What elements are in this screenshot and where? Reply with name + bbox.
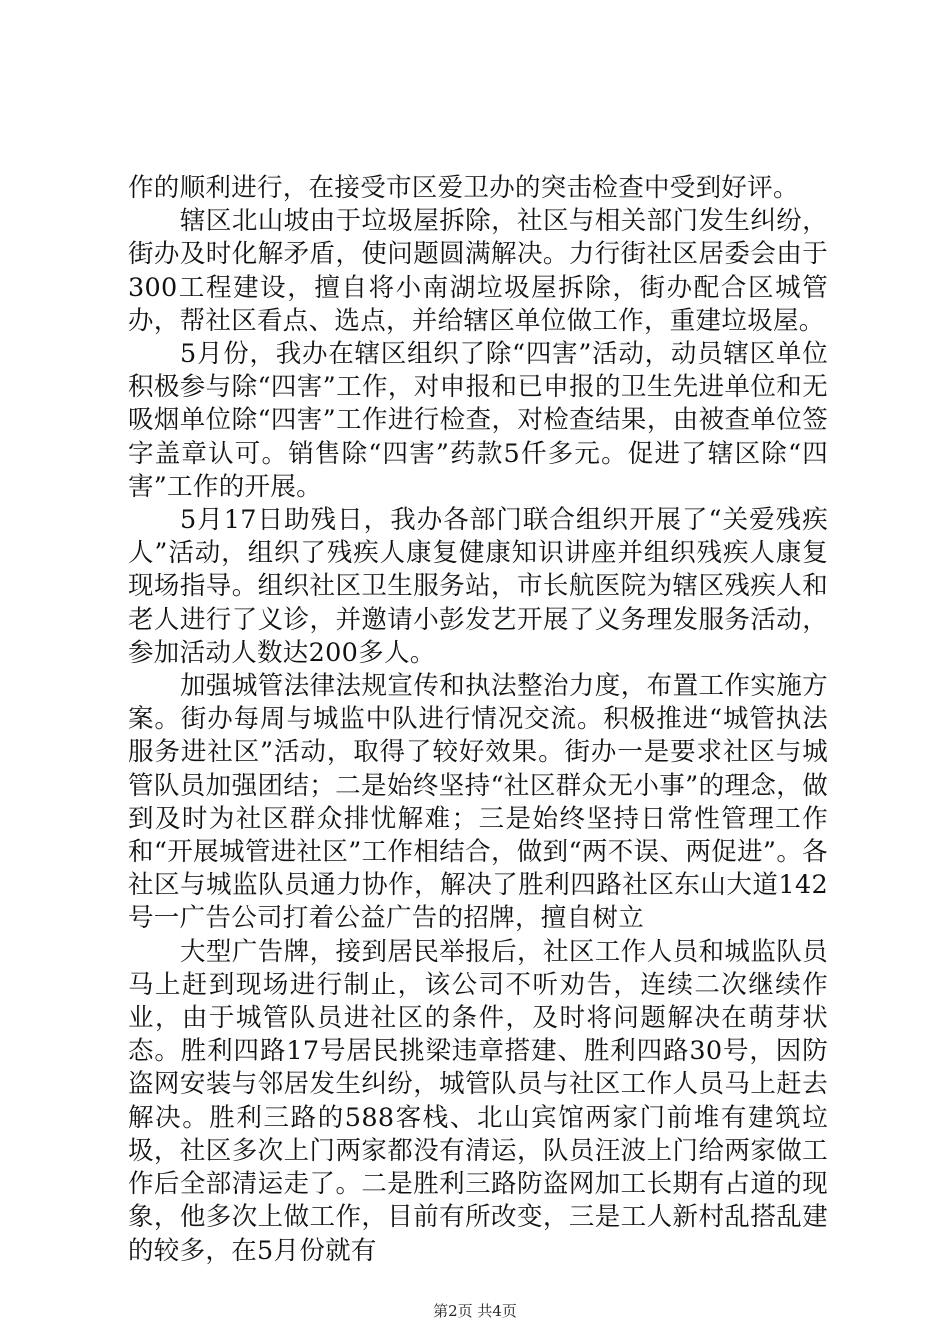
paragraph-2: 辖区北山坡由于垃圾屋拆除，社区与相关部门发生纠纷，街办及时化解矛盾，使问题圆满解决。力行街社区居委会由于300工程建设，擅自将小南湖垃圾屋拆除，街办配合区城管办，帮社区看点、选点，并给辖区单位做工作，重建垃圾屋。 bbox=[128, 206, 828, 336]
paragraph-5: 加强城管法律法规宣传和执法整治力度，布置工作实施方案。街办每周与城监中队进行情况交流。积极推进“城管执法服务进社区”活动，取得了较好效果。街办一是要求社区与城管队员加强团结；二是始终坚持“社区群众无小事”的理念，做到及时为社区群众排忧解难；三是始终坚持日常性管理工作和“开展城管进社区”工作相结合，做到“两不误、两促进”。各社区与城监队员通力协作，解决了胜利四路社区东山大道142号一广告公司打着公益广告的招牌，擅自树立 bbox=[128, 671, 828, 934]
paragraph-3: 5月份，我办在辖区组织了除“四害”活动，动员辖区单位积极参与除“四害”工作，对申报和已申报的卫生先进单位和无吸烟单位除“四害”工作进行检查，对检查结果，由被查单位签字盖章认可。销售除“四害”药款5仟多元。促进了辖区除“四害”工作的开展。 bbox=[128, 339, 828, 502]
paragraph-6: 大型广告牌，接到居民举报后，社区工作人员和城监队员马上赶到现场进行制止，该公司不听劝告，连续二次继续作业，由于城管队员进社区的条件，及时将问题解决在萌芽状态。胜利四路17号居民挑梁违章搭建、胜利四路30号，因防盗网安装与邻居发生纠纷，城管队员与社区工作人员马上赶去解决。胜利三路的588客栈、北山宾馆两家门前堆有建筑垃圾，社区多次上门两家都没有清运，队员汪波上门给两家做工作后全部清运走了。二是胜利三路防盗网加工长期有占道的现象，他多次上做工作，目前有所改变，三是工人新村乱搭乱建的较多，在5月份就有 bbox=[128, 936, 828, 1266]
paragraph-4: 5月17日助残日，我办各部门联合组织开展了“关爱残疾人”活动，组织了残疾人康复健康知识讲座并组织残疾人康复现场指导。组织社区卫生服务站，市长航医院为辖区残疾人和老人进行了义诊，并邀请小彭发艺开展了义务理发服务活动，参加活动人数达200多人。 bbox=[128, 505, 828, 668]
paragraph-1: 作的顺利进行，在接受市区爱卫办的突击检查中受到好评。 bbox=[128, 173, 799, 203]
document-body bbox=[128, 172, 828, 1268]
page-number-footer: 第2页 共4页 bbox=[433, 1302, 517, 1320]
